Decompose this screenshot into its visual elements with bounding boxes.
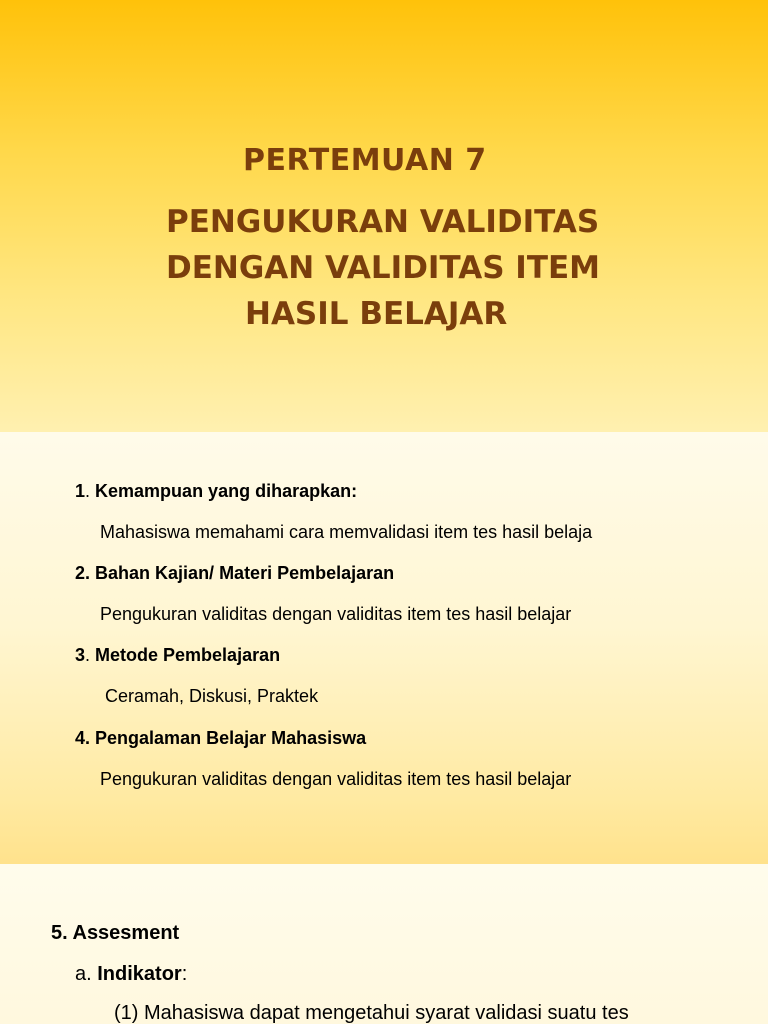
item-2-heading: 2. Bahan Kajian/ Materi Pembelajaran [75,563,395,583]
title-line-1: PENGUKURAN VALIDITAS [166,204,600,240]
title-line-2: DENGAN VALIDITAS ITEM [166,250,601,286]
indicator-point-1: (1) Mahasiswa dapat mengetahui syarat validasi suatu tes [114,1002,629,1024]
item-4-description: Pengukuran validitas dengan validitas item tes hasil belajar [100,769,572,789]
title-line-3: HASIL BELAJAR [245,296,508,332]
item-1-description: Mahasiswa memahami cara memvalidasi item tes hasil belaja [100,522,593,542]
item-1-heading: 1. Kemampuan yang diharapkan: [75,481,358,501]
item-3-description: Ceramah, Diskusi, Praktek [100,686,319,706]
assessment-heading: 5. Assesment [51,922,180,944]
indicator-heading: a. Indikator: [75,963,188,985]
title-slide [0,0,768,432]
assessment-slide [0,864,768,1024]
item-2-description: Pengukuran validitas dengan validitas item tes hasil belajar [100,604,572,624]
item-4-heading: 4. Pengalaman Belajar Mahasiswa [75,728,367,748]
item-3-heading: 3. Metode Pembelajaran [75,645,281,665]
learning-plan-slide [0,432,768,864]
meeting-label: PERTEMUAN 7 [243,143,487,178]
